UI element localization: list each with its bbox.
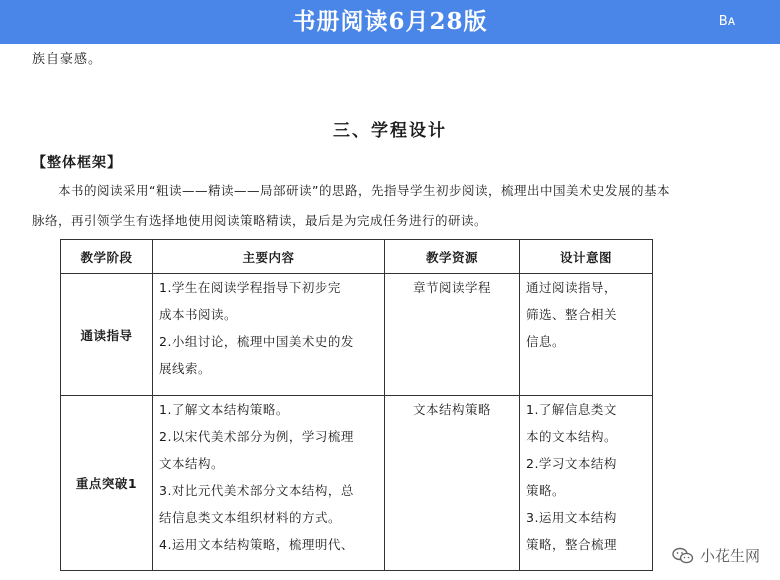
- column-header: 教学阶段: [61, 240, 153, 274]
- content-cell: [153, 274, 385, 396]
- content-line: 展线索。: [159, 361, 212, 376]
- intent-cell: [520, 396, 653, 571]
- intro-paragraph: 本书的阅读采用“粗读——精读——局部研读”的思路，先指导学生初步阅读，梳理出中国美术史发展的基本脉络，再引领学生有选择地使用阅读策略精读，最后是为完成任务进行的研读。: [32, 183, 670, 228]
- resource-cell: 文本结构策略: [385, 396, 520, 571]
- column-header: 主要内容: [153, 240, 385, 274]
- document-body: [0, 44, 780, 580]
- column-header: 设计意图: [520, 240, 653, 274]
- stage-cell: 重点突破1: [61, 396, 153, 571]
- intent-line: 信息。: [526, 334, 566, 349]
- wechat-icon: [672, 547, 694, 565]
- content-cell: [153, 396, 385, 571]
- intent-line: 3.运用文本结构: [526, 510, 617, 525]
- intent-line: 2.学习文本结构: [526, 456, 617, 471]
- content-line: 2.以宋代美术部分为例，学习梳理: [159, 429, 354, 444]
- content-line: 2.小组讨论，梳理中国美术史的发: [159, 334, 354, 349]
- column-header: 教学资源: [385, 240, 520, 274]
- content-line: 文本结构。: [159, 456, 225, 471]
- table-row: [61, 396, 653, 571]
- content-line: 1.学生在阅读学程指导下初步完: [159, 280, 341, 295]
- stage-cell: 通读指导: [61, 274, 153, 396]
- intent-line: 筛选、整合相关: [526, 307, 618, 322]
- content-line: 成本书阅读。: [159, 307, 238, 322]
- resource-cell: 章节阅读学程: [385, 274, 520, 396]
- table-header-row: [61, 240, 653, 274]
- content-line: 3.对比元代美术部分文本结构，总: [159, 483, 354, 498]
- intent-line: 1.了解信息类文: [526, 402, 617, 417]
- intent-cell: [520, 274, 653, 396]
- intent-line: 策略，整合梳理: [526, 537, 618, 552]
- previous-paragraph-end: 族自豪感。: [32, 52, 103, 67]
- document-title: 书册阅读6月28版: [292, 8, 488, 35]
- content-line: 结信息类文本组织材料的方式。: [159, 510, 342, 525]
- intent-line: 策略。: [526, 483, 566, 498]
- watermark-text: 小花生网: [699, 547, 760, 565]
- content-line: 1.了解文本结构策略。: [159, 402, 289, 417]
- table-row: [61, 274, 653, 396]
- study-plan-table: [60, 239, 653, 571]
- intent-line: 通过阅读指导，: [526, 280, 618, 295]
- framework-heading: 【整体框架】: [32, 155, 122, 171]
- intent-line: 本的文本结构。: [526, 429, 618, 444]
- content-line: 4.运用文本结构策略，梳理明代、: [159, 537, 354, 552]
- top-bar: [0, 0, 780, 44]
- watermark: [672, 545, 760, 566]
- section-title: 三、学程设计: [333, 121, 447, 141]
- font-size-icon[interactable]: Bᴀ: [718, 14, 736, 29]
